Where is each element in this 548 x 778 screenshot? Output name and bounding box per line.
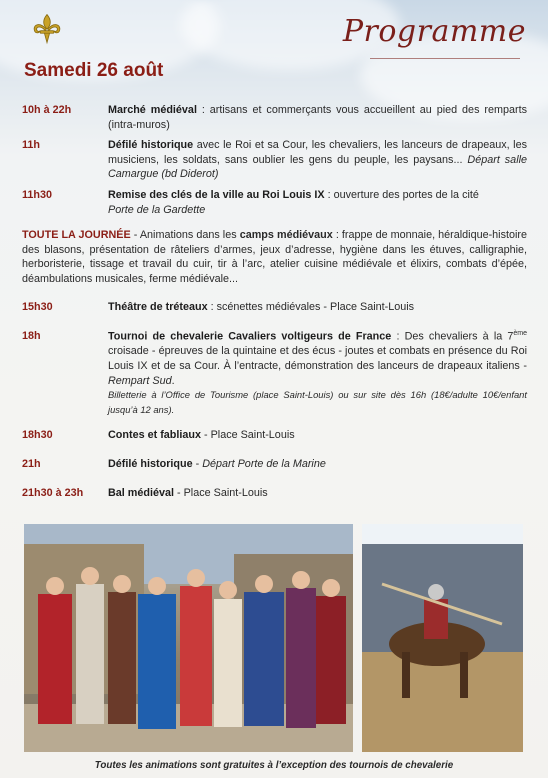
schedule-row	[22, 457, 527, 472]
title-underline	[370, 58, 520, 59]
schedule-time: 18h	[22, 330, 41, 342]
schedule-description: Défilé historique avec le Roi et sa Cour, les chevaliers, les lanceurs de drapeaux, les musiciens, les soldats, sans oublier les gens du peuple, les paysans... Départ salle Camargue (bd Diderot)	[108, 139, 527, 181]
schedule-time: 15h30	[22, 301, 53, 313]
schedule-description: Remise des clés de la ville au Roi Louis IX : ouverture des portes de la cité Porte de la Gardette	[108, 189, 479, 216]
schedule-row	[22, 188, 527, 217]
schedule-row	[22, 103, 527, 132]
schedule-description: Tournoi de chevalerie Cavaliers voltigeurs de France : Des chevaliers à la 7ème croisade - épreuves de la quintaine et des écus - joutes et combats en présence du Roi Louis IX et de sa Cour. À l’entracte, démonstration des lanceurs de drapeaux italiens - Rempart Sud. Billetterie à l’Office de Tourisme (place Saint-Louis) ou sur site dès 16h (18€/adulte 10€/enfant jusqu’à 12 ans).	[108, 330, 527, 415]
schedule-time: 21h30 à 23h	[22, 487, 84, 499]
royal-court-photo	[24, 524, 353, 752]
page-title: Programme	[342, 14, 526, 49]
schedule-row	[22, 329, 527, 418]
schedule-time: 11h30	[22, 189, 53, 201]
all-day-section: TOUTE LA JOURNÉE - Animations dans les camps médiévaux : frappe de monnaie, héraldique-histoire des blasons, présentation de râteliers d’armes, jeux d’adresse, hygiène dans les étuves, calligraphie, herboristerie, tissage et travail du cuir, tir à l’arc, atelier cuisine médiévale et élixirs, combats d’épée, déambulations musicales, ferme médiévale...	[22, 229, 527, 286]
joust-photo	[362, 524, 523, 752]
schedule-description: Marché médiéval : artisans et commerçants vous accueillent au pied des remparts (intra-muros)	[108, 104, 527, 131]
schedule-time: 11h	[22, 139, 41, 151]
schedule-description: Bal médiéval - Place Saint-Louis	[108, 487, 268, 499]
schedule-description: Défilé historique - Départ Porte de la Marine	[108, 458, 326, 470]
schedule-description: Théâtre de tréteaux : scénettes médiévales - Place Saint-Louis	[108, 301, 415, 313]
schedule-description: Contes et fabliaux - Place Saint-Louis	[108, 429, 295, 441]
fleur-de-lis-icon	[30, 12, 64, 46]
schedule-row	[22, 300, 527, 315]
schedule-row	[22, 138, 527, 182]
ticket-note: Billetterie à l’Office de Tourisme (place Saint-Louis) ou sur site dès 16h (18€/adulte 10€/enfant jusqu’à 12 ans).	[108, 389, 527, 415]
day-heading: Samedi 26 août	[24, 60, 164, 81]
footer-note: Toutes les animations sont gratuites à l’exception des tournois de chevalerie	[94, 760, 454, 771]
schedule-time: 18h30	[22, 429, 53, 441]
schedule-row	[22, 428, 527, 443]
schedule-time: 21h	[22, 458, 41, 470]
schedule-time: 10h à 22h	[22, 104, 72, 116]
schedule-row	[22, 486, 527, 501]
